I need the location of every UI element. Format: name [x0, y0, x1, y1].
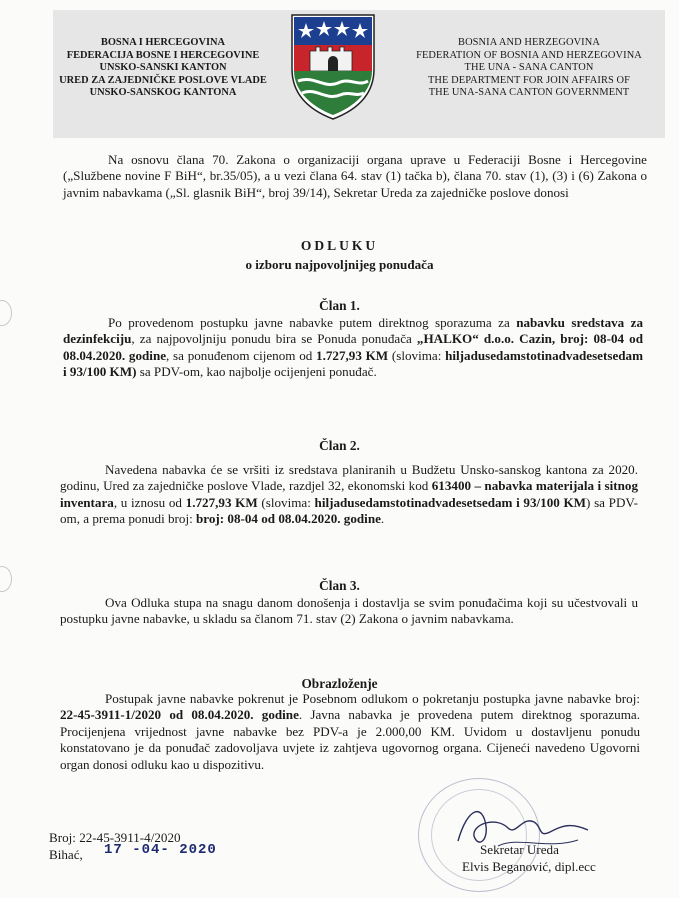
article-1-text: Po provedenom postupku javne nabavke putem direktnog sporazuma za	[108, 315, 517, 330]
date-stamp: 17 -04- 2020	[104, 842, 217, 858]
article-3-paragraph: Ova Odluka stupa na snagu danom donošenja i dostavlja se svim ponuđačima koji su učestvovali u postupku javne nabavke, u skladu sa članom 71. stav (2) Zakona o javnim nabavkama.	[60, 595, 638, 627]
article-2-text: .	[380, 511, 385, 527]
article-1-bold: „HALKO“ d.o.o. Cazin, broj: 08-04 od 08.04.2020. godine	[63, 331, 643, 363]
explanation-paragraph	[60, 691, 640, 773]
header-right-line: THE UNA-SANA CANTON GOVERNMENT	[428, 87, 630, 99]
header-right-line: FEDERATION OF BOSNIA AND HERZEGOVINA	[416, 49, 642, 61]
explanation-bold: 22-45-3911-1/2020 od 08.04.2020. godine	[60, 707, 299, 723]
article-2-heading: Član 2.	[319, 438, 360, 453]
header-left-line: BOSNA I HERCEGOVINA	[100, 37, 226, 48]
article-1-paragraph	[63, 315, 643, 381]
document-place: Bihać,	[49, 847, 83, 862]
article-1-text: sa PDV-om, kao najbolje ocijenjeni ponuđač.	[136, 364, 377, 380]
intro-paragraph: Na osnovu člana 70. Zakona o organizaciji organa uprave u Federaciji Bosne i Hercegovine („Službene novine F BiH“, br.35/05), a u vezi člana 64. stav (1) tačka b), člana 70. stav (1), (3) i (6) Zakona o javnim nabavkama („Sl. glasnik BiH“, broj 39/14), Sekretar Ureda za zajedničke poslove donosi	[63, 152, 647, 200]
article-1-bold: 1.727,93 KM	[316, 347, 389, 363]
document-number: Broj: 22-45-3911-4/2020	[49, 830, 181, 845]
article-2-text: (slovima:	[257, 494, 315, 510]
explanation-text: . Javna nabavka je provedena putem direktnog sporazuma. Procijenjena vrijednost javne nabavke bez PDV-a je 2.000,00 KM. Uvidom u dostavljenu ponudu konstatovano je da ponuđač zadovoljava uvjete iz zahtjeva ugovornog organa. Cijeneći navedeno Ugovorni organ donosi odluku kao u dispozitivu.	[60, 707, 640, 772]
header-right-line: BOSNIA AND HERZEGOVINA	[458, 37, 600, 48]
article-1-bold: hiljadusedamstotinadvadesetsedam i 93/100 KM)	[63, 347, 643, 380]
article-2-text: , u iznosu od	[113, 494, 186, 510]
document-subtitle: o izboru najpovoljnijeg ponuđača	[245, 257, 434, 272]
header-left-line: UNSKO-SANSKOG KANTONA	[89, 87, 237, 99]
document-title: ODLUKU	[300, 238, 379, 253]
article-1-text: , sa ponuđenom cijenom od	[166, 347, 317, 363]
article-3-heading: Član 3.	[319, 578, 360, 593]
explanation-text: Postupak javne nabavke pokrenut je Posebnom odlukom o pokretanju postupka javne nabavke broj:	[105, 691, 640, 706]
article-1-heading: Član 1.	[319, 298, 360, 313]
article-2-bold: hiljadusedamstotinadvadesetsedam i 93/100 KM	[314, 494, 587, 510]
header-left-line: FEDERACIJA BOSNE I HERCEGOVINE	[66, 49, 260, 61]
header-right	[400, 37, 658, 100]
coat-of-arms-icon	[284, 11, 382, 121]
article-1-text: (slovima:	[388, 347, 446, 363]
header-left-line: UNSKO-SANSKI KANTON	[99, 62, 227, 74]
article-2-bold: broj: 08-04 od 08.04.2020. godine	[196, 511, 381, 527]
header-left	[58, 37, 268, 100]
header-right-line: THE DEPARTMENT FOR JOIN AFFAIRS OF	[427, 74, 631, 86]
article-1-bold: nabavku sredstava za dezinfekciju	[63, 315, 643, 347]
article-2-text: Navedena nabavka će se vršiti iz sredstava planiranih u Budžetu Unsko-sanskog kantona za 2020. godinu, Ured za zajedničke poslove Vlade, razdjel 32, ekonomski kod	[60, 462, 638, 494]
explanation-heading: Obrazloženje	[301, 676, 378, 691]
article-1-text: , za najpovoljniju ponudu bira se Ponuda ponuđača	[131, 331, 417, 347]
signature-block	[462, 841, 662, 875]
article-2-bold: 1.727,93 KM	[185, 494, 258, 510]
article-2-bold: 613400 – nabavka materijala i sitnog inventara	[60, 478, 638, 510]
signer-title: Sekretar Ureda	[480, 842, 559, 857]
header-right-line: THE UNA - SANA CANTON	[464, 62, 594, 74]
signer-name: Elvis Beganović, dipl.ecc	[462, 859, 596, 874]
header-left-line: URED ZA ZAJEDNIČKE POSLOVE VLADE	[59, 74, 267, 86]
article-2-text: ) sa PDV-om, a prema ponudi broj:	[60, 494, 639, 527]
article-2-paragraph	[60, 462, 638, 528]
